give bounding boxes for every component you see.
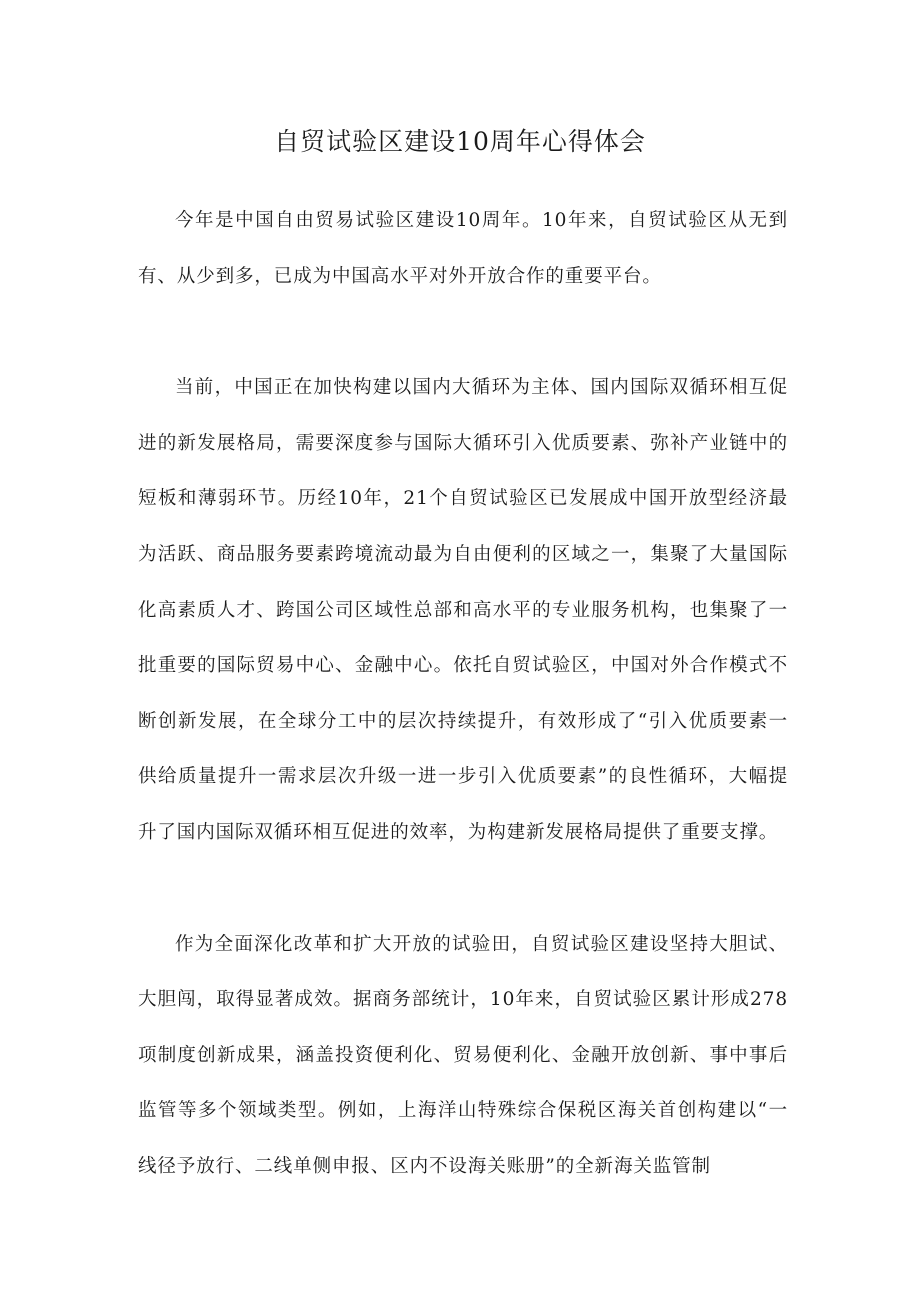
paragraph-development-pattern: 当前，中国正在加快构建以国内大循环为主体、国内国际双循环相互促进的新发展格局，需要深度参与国际大循环引入优质要素、弥补产业链中的短板和薄弱环节。历经10年，21个自贸试验区已发展成中国开放型经济最为活跃、商品服务要素跨境流动最为自由便利的区域之一，集聚了大量国际化高素质人才、跨国公司区域性总部和高水平的专业服务机构，也集聚了一批重要的国际贸易中心、金融中心。依托自贸试验区，中国对外合作模式不断创新发展，在全球分工中的层次持续提升，有效形成了“引入优质要素一供给质量提升一需求层次升级一进一步引入优质要素”的良性循环，大幅提升了国内国际双循环相互促进的效率，为构建新发展格局提供了重要支撑。 bbox=[138, 377, 788, 843]
document-body bbox=[138, 193, 788, 1251]
paragraph-reform-results: 作为全面深化改革和扩大开放的试验田，自贸试验区建设坚持大胆试、大胆闯，取得显著成效。据商务部统计，10年来，自贸试验区累计形成278项制度创新成果，涵盖投资便利化、贸易便利化、金融开放创新、事中事后监管等多个领域类型。例如，上海洋山特殊综合保税区海关首创构建以“一线径予放行、二线单侧申报、区内不设海关账册”的全新海关监管制 bbox=[138, 933, 788, 1177]
paragraph-intro: 今年是中国自由贸易试验区建设10周年。10年来，自贸试验区从无到有、从少到多，已成为中国高水平对外开放合作的重要平台。 bbox=[138, 210, 788, 287]
document-title: 自贸试验区建设10周年心得体会 bbox=[274, 127, 646, 156]
